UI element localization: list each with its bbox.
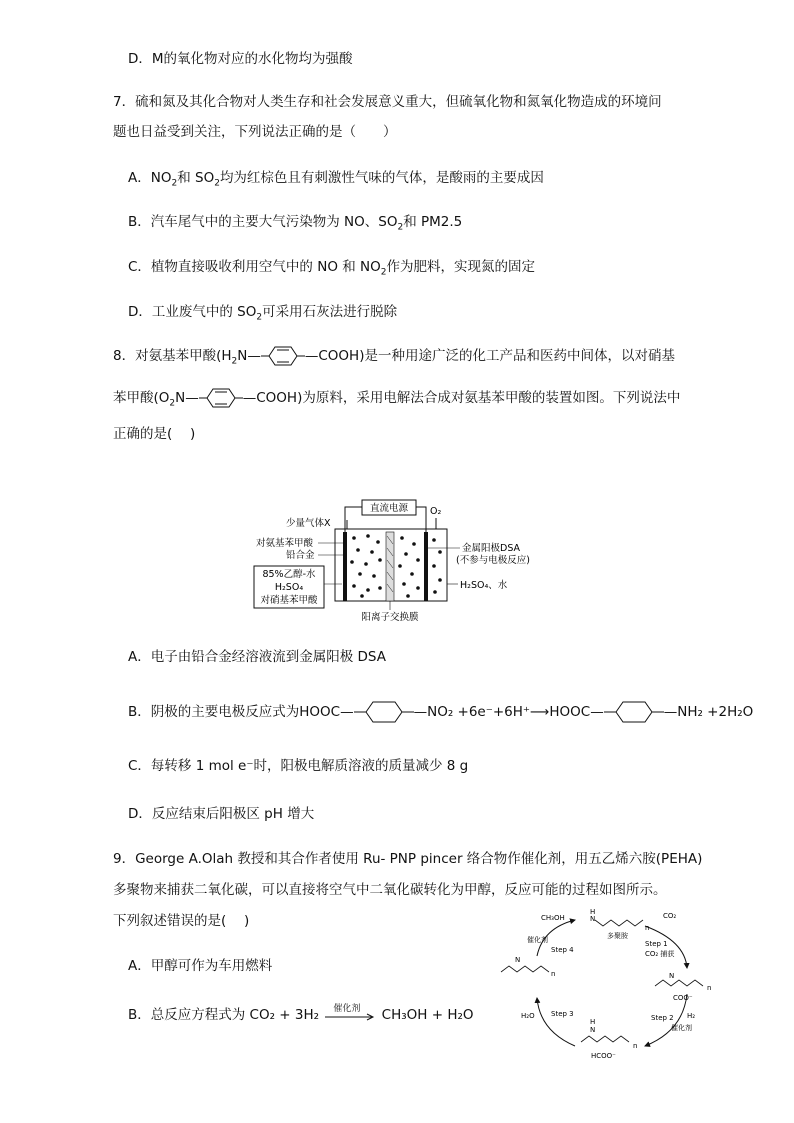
cycle-ch3oh-label: CH₃OH xyxy=(541,914,565,922)
cycle-hcoo-label: HCOO⁻ xyxy=(591,1052,616,1060)
q8-option-a: A．电子由铅合金经溶液流到金属阳极 DSA xyxy=(128,649,386,665)
cycle-step2: Step 2 xyxy=(651,1014,674,1022)
diagram-solvent-line2: H₂SO₄ xyxy=(274,582,304,593)
diagram-anode-note: (不参与电极反应) xyxy=(456,555,530,566)
q7-option-d: D．工业废气中的 $SO_2$可采用石灰法进行脱除 xyxy=(128,304,398,323)
cycle-n-bottom: N xyxy=(590,1026,596,1034)
q9-option-b: B．总反应方程式为 CO₂ + 3H₂ 催化剂 CH₃OH + H₂O xyxy=(128,1005,474,1025)
cycle-co2-label: CO₂ xyxy=(663,912,677,920)
cycle-polyamine-label: 多聚胺 xyxy=(607,932,628,940)
benzene-ring-icon xyxy=(261,344,305,368)
benzene-ring-icon xyxy=(199,386,243,410)
diagram-gas-label: 少量气体X xyxy=(286,518,331,529)
q9-stem-line3: 下列叙述错误的是( ) xyxy=(113,913,250,929)
cycle-h2o-label: H₂O xyxy=(521,1012,535,1020)
q7-option-b: B．汽车尾气中的主要大气污染物为 NO、$SO_2$和 PM2.5 xyxy=(128,214,463,233)
cycle-cat-left: 催化剂 xyxy=(527,936,548,944)
diagram-alloy-label: 铅合金 xyxy=(286,550,315,561)
q7-option-a: A．$NO_2$和 $SO_2$均为红棕色且有刺激性气味的气体，是酸雨的主要成因 xyxy=(128,170,544,189)
cycle-h-bottom: H xyxy=(590,1018,596,1026)
q6-option-d: D．M的氧化物对应的水化物均为强酸 xyxy=(128,51,353,67)
q8-stem-line2: 苯甲酸($O_2N—$ —COOH)为原料，采用电解法合成对氨基苯甲酸的装置如图。下列说法中 xyxy=(113,385,680,411)
cycle-n-sub-top: n xyxy=(645,924,650,932)
diagram-o2-label: O₂ xyxy=(430,506,442,517)
diagram-membrane-label: 阳离子交换膜 xyxy=(361,612,419,623)
reaction-arrow-icon xyxy=(323,1005,377,1025)
q7-stem-line1: 7．硫和氮及其化合物对人类生存和社会发展意义重大，但硫氧化物和氮氧化物造成的环境问 xyxy=(113,94,662,110)
q9-option-a: A．甲醇可作为车用燃料 xyxy=(128,958,273,974)
diagram-right-inlet: H₂SO₄、水 xyxy=(460,580,508,591)
diagram-power-label: 直流电源 xyxy=(369,503,409,514)
catalytic-cycle-diagram xyxy=(495,906,733,1066)
cycle-n-sub-bottom: n xyxy=(633,1042,638,1050)
q8-stem-line3: 正确的是( ) xyxy=(113,426,196,442)
cycle-n-sub-left: n xyxy=(551,970,556,978)
diagram-solvent-line1: 85%乙醇-水 xyxy=(262,569,316,580)
cycle-n-left: N xyxy=(515,956,521,964)
cycle-n-sub-right: n xyxy=(707,984,712,992)
cycle-n-right: N xyxy=(669,972,675,980)
diagram-solvent-line3: 对硝基苯甲酸 xyxy=(260,595,318,606)
q7-stem-line2: 题也日益受到关注，下列说法正确的是（ ） xyxy=(113,124,397,140)
cycle-step3: Step 3 xyxy=(551,1010,574,1018)
q7-option-c: C．植物直接吸收利用空气中的 NO 和 $NO_2$作为肥料，实现氮的固定 xyxy=(128,259,535,278)
q9-stem-line1: 9．George A.Olah 教授和其合作者使用 Ru- PNP pincer 络合物作催化剂，用五乙烯六胺(PEHA) xyxy=(113,851,703,867)
benzene-ring-icon xyxy=(604,699,664,725)
cycle-coo-label: COO⁻ xyxy=(673,994,693,1002)
cycle-n-top: N xyxy=(590,915,596,923)
q8-option-d: D．反应结束后阳极区 pH 增大 xyxy=(128,806,315,822)
diagram-product-label: 对氨基苯甲酸 xyxy=(256,538,314,549)
catalyst-over-arrow: 催化剂 xyxy=(333,1004,361,1014)
diagram-anode-label: 金属阳极DSA xyxy=(462,543,521,554)
cycle-h-top: H xyxy=(590,908,596,916)
cycle-step4: Step 4 xyxy=(551,946,574,954)
q8-option-c: C．每转移 1 mol e⁻时，阳极电解质溶液的质量减少 8 g xyxy=(128,758,469,774)
cycle-step1: Step 1 xyxy=(645,940,668,948)
benzene-ring-icon xyxy=(354,699,414,725)
cycle-cat-right: 催化剂 xyxy=(671,1024,692,1032)
electrolysis-diagram xyxy=(250,496,540,626)
q8-option-b: B．阴极的主要电极反应式为HOOC— —NO₂ +6e⁻+6H⁺⟶HOOC— —NH₂ +2H₂O xyxy=(128,699,753,725)
q8-stem-line1: 8．对氨基苯甲酸($H_2N—$ —COOH)是一种用途广泛的化工产品和医药中间体，以对硝基 xyxy=(113,343,675,369)
q9-stem-line2: 多聚物来捕获二氧化碳，可以直接将空气中二氧化碳转化为甲醇，反应可能的过程如图所示。 xyxy=(113,882,667,898)
cycle-h2-label: H₂ xyxy=(687,1012,696,1020)
cycle-capture: CO₂ 捕获 xyxy=(645,950,675,958)
